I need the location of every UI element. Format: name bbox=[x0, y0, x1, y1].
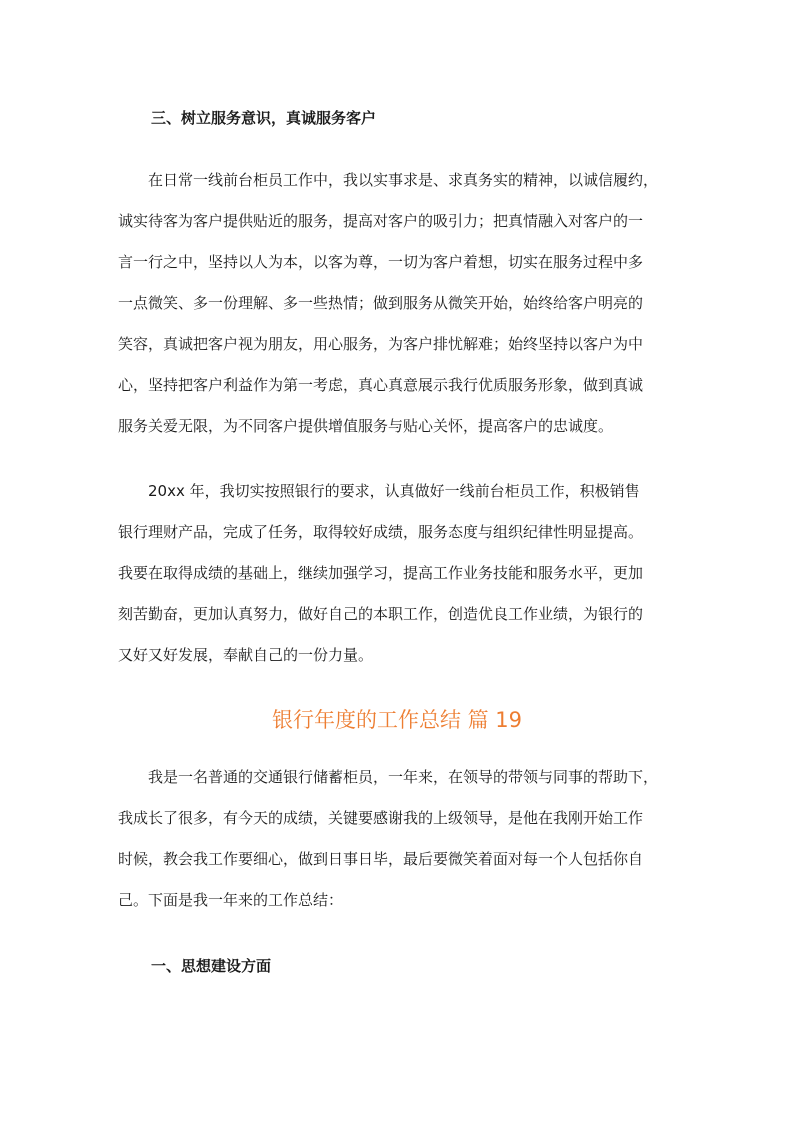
paragraph-line: 一点微笑、多一份理解、多一些热情；做到服务从微笑开始，始终给客户明亮的 bbox=[118, 294, 644, 312]
paragraph-line: 己。下面是我一年来的工作总结： bbox=[118, 891, 344, 909]
paragraph-line: 我成长了很多，有今天的成绩，关键要感谢我的上级领导，是他在我刚开始工作 bbox=[118, 809, 644, 827]
paragraph-line: 笑容，真诚把客户视为朋友，用心服务，为客户排忧解难；始终坚持以客户为中 bbox=[118, 335, 644, 353]
paragraph-line: 又好又好发展，奉献自己的一份力量。 bbox=[118, 646, 374, 664]
paragraph-line: 在日常一线前台柜员工作中，我以实事求是、求真务实的精神，以诚信履约， bbox=[118, 171, 659, 189]
paragraph-line: 心，坚持把客户利益作为第一考虑，真心真意展示我行优质服务形象，做到真诚 bbox=[118, 376, 644, 394]
paragraph-line: 服务关爱无限，为不同客户提供增值服务与贴心关怀，提高客户的忠诚度。 bbox=[118, 417, 614, 435]
paragraph-line: 我是一名普通的交通银行储蓄柜员，一年来，在领导的带领与同事的帮助下， bbox=[118, 768, 659, 786]
paragraph-line: 银行理财产品，完成了任务，取得较好成绩，服务态度与组织纪律性明显提高。 bbox=[118, 523, 644, 541]
paragraph-line: 诚实待客为客户提供贴近的服务，提高对客户的吸引力；把真情融入对客户的一 bbox=[118, 212, 644, 230]
paragraph-line: 我要在取得成绩的基础上，继续加强学习，提高工作业务技能和服务水平，更加 bbox=[118, 564, 644, 582]
article-title: 银行年度的工作总结 篇 19 bbox=[271, 708, 523, 732]
paragraph-line: 刻苦勤奋，更加认真努力，做好自己的本职工作，创造优良工作业绩，为银行的 bbox=[118, 605, 644, 623]
section-heading-service: 三、树立服务意识，真诚服务客户 bbox=[151, 109, 377, 127]
paragraph-line: 时候，教会我工作要细心，做到日事日毕，最后要微笑着面对每一个人包括你自 bbox=[118, 850, 644, 868]
section-heading-ideology: 一、思想建设方面 bbox=[151, 957, 272, 975]
paragraph-line: 20xx 年，我切实按照银行的要求，认真做好一线前台柜员工作，积极销售 bbox=[118, 482, 640, 500]
paragraph-line: 言一行之中，坚持以人为本，以客为尊，一切为客户着想，切实在服务过程中多 bbox=[118, 253, 644, 271]
